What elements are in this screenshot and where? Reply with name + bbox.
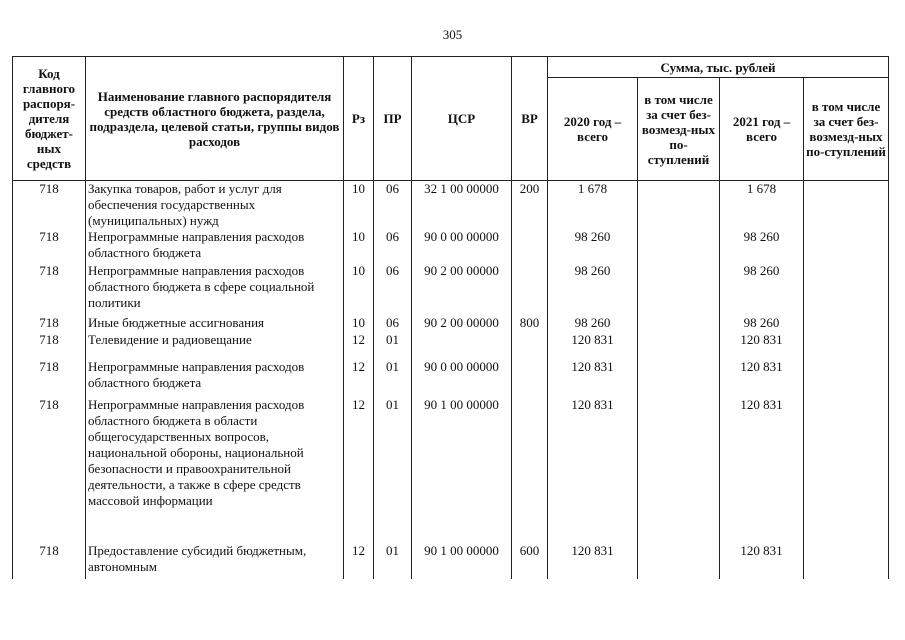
header-sum-group: Сумма, тыс. рублей (548, 57, 889, 78)
cell-2020-total: 120 831 (548, 359, 638, 397)
header-2021-free: в том числе за счет без-возмезд-ных по-ступлений (804, 78, 889, 181)
table-row (13, 229, 889, 263)
cell-2021-total: 120 831 (720, 332, 804, 359)
cell-2021-total: 120 831 (720, 397, 804, 543)
cell-name: Предоставление субсидий бюджетным, автономным (86, 543, 344, 579)
cell-csr: 32 1 00 00000 (412, 181, 512, 230)
cell-2020-total: 98 260 (548, 263, 638, 315)
cell-2020-total: 98 260 (548, 229, 638, 263)
header-csr: ЦСР (412, 57, 512, 181)
cell-vr: 200 (512, 181, 548, 230)
cell-2020-free (638, 543, 720, 579)
cell-2021-total: 98 260 (720, 315, 804, 332)
cell-rz: 10 (344, 263, 374, 315)
cell-pr: 06 (374, 263, 412, 315)
cell-2021-total: 120 831 (720, 543, 804, 579)
cell-name: Иные бюджетные ассигнования (86, 315, 344, 332)
cell-pr: 06 (374, 181, 412, 230)
cell-csr: 90 0 00 00000 (412, 229, 512, 263)
cell-2020-free (638, 315, 720, 332)
table-row (13, 315, 889, 332)
cell-2020-free (638, 359, 720, 397)
header-2020-total: 2020 год – всего (548, 78, 638, 181)
cell-name: Непрограммные направления расходов областного бюджета (86, 229, 344, 263)
cell-csr (412, 332, 512, 359)
cell-vr (512, 263, 548, 315)
cell-code: 718 (13, 263, 86, 315)
cell-rz: 12 (344, 543, 374, 579)
cell-code: 718 (13, 332, 86, 359)
cell-2021-free (804, 359, 889, 397)
cell-csr: 90 1 00 00000 (412, 543, 512, 579)
cell-2020-free (638, 181, 720, 230)
cell-rz: 12 (344, 397, 374, 543)
cell-rz: 10 (344, 181, 374, 230)
cell-pr: 01 (374, 543, 412, 579)
cell-pr: 01 (374, 397, 412, 543)
cell-vr (512, 359, 548, 397)
cell-rz: 12 (344, 332, 374, 359)
cell-code: 718 (13, 397, 86, 543)
header-pr: ПР (374, 57, 412, 181)
table-row (13, 543, 889, 579)
table-body (13, 181, 889, 580)
cell-vr (512, 229, 548, 263)
cell-2021-free (804, 229, 889, 263)
cell-2021-free (804, 397, 889, 543)
cell-code: 718 (13, 315, 86, 332)
cell-csr: 90 1 00 00000 (412, 397, 512, 543)
table-header (13, 57, 889, 181)
cell-2021-free (804, 543, 889, 579)
cell-vr (512, 332, 548, 359)
cell-vr: 600 (512, 543, 548, 579)
table-row (13, 332, 889, 359)
cell-2021-free (804, 181, 889, 230)
cell-rz: 10 (344, 315, 374, 332)
cell-pr: 06 (374, 315, 412, 332)
cell-code: 718 (13, 543, 86, 579)
cell-2020-total: 1 678 (548, 181, 638, 230)
cell-csr: 90 2 00 00000 (412, 263, 512, 315)
table-row (13, 181, 889, 230)
cell-2021-total: 98 260 (720, 229, 804, 263)
header-2021-total: 2021 год – всего (720, 78, 804, 181)
cell-2020-total: 120 831 (548, 543, 638, 579)
table-row (13, 263, 889, 315)
cell-name: Непрограммные направления расходов областного бюджета (86, 359, 344, 397)
cell-2021-free (804, 332, 889, 359)
cell-2021-total: 98 260 (720, 263, 804, 315)
cell-name: Непрограммные направления расходов областного бюджета в сфере социальной политики (86, 263, 344, 315)
cell-2021-total: 120 831 (720, 359, 804, 397)
table-row (13, 397, 889, 543)
cell-code: 718 (13, 359, 86, 397)
cell-2020-free (638, 229, 720, 263)
cell-pr: 01 (374, 332, 412, 359)
cell-pr: 01 (374, 359, 412, 397)
cell-csr: 90 0 00 00000 (412, 359, 512, 397)
cell-name: Телевидение и радиовещание (86, 332, 344, 359)
cell-name: Закупка товаров, работ и услуг для обеспечения государственных (муниципальных) нужд (86, 181, 344, 230)
cell-vr: 800 (512, 315, 548, 332)
header-2020-free: в том числе за счет без-возмезд-ных по-ступлений (638, 78, 720, 181)
header-code: Код главного распоря-дителя бюджет-ных средств (13, 57, 86, 181)
cell-vr (512, 397, 548, 543)
cell-rz: 12 (344, 359, 374, 397)
cell-name: Непрограммные направления расходов областного бюджета в области общегосударственных вопросов, национальной обороны, национальной безопасности и правоохранительной деятельности, а также в сфере средств массовой информации (86, 397, 344, 543)
header-name: Наименование главного распорядителя средств областного бюджета, раздела, подраздела, целевой статьи, группы видов расходов (86, 57, 344, 181)
cell-2021-free (804, 315, 889, 332)
cell-pr: 06 (374, 229, 412, 263)
cell-code: 718 (13, 229, 86, 263)
cell-2020-total: 120 831 (548, 397, 638, 543)
cell-2020-total: 120 831 (548, 332, 638, 359)
cell-2020-free (638, 332, 720, 359)
cell-csr: 90 2 00 00000 (412, 315, 512, 332)
table-row (13, 359, 889, 397)
cell-2021-free (804, 263, 889, 315)
budget-table (12, 56, 889, 579)
cell-2020-free (638, 397, 720, 543)
cell-rz: 10 (344, 229, 374, 263)
header-rz: Рз (344, 57, 374, 181)
page-number: 305 (442, 27, 463, 42)
cell-2020-total: 98 260 (548, 315, 638, 332)
cell-2021-total: 1 678 (720, 181, 804, 230)
cell-2020-free (638, 263, 720, 315)
header-vr: ВР (512, 57, 548, 181)
cell-code: 718 (13, 181, 86, 230)
